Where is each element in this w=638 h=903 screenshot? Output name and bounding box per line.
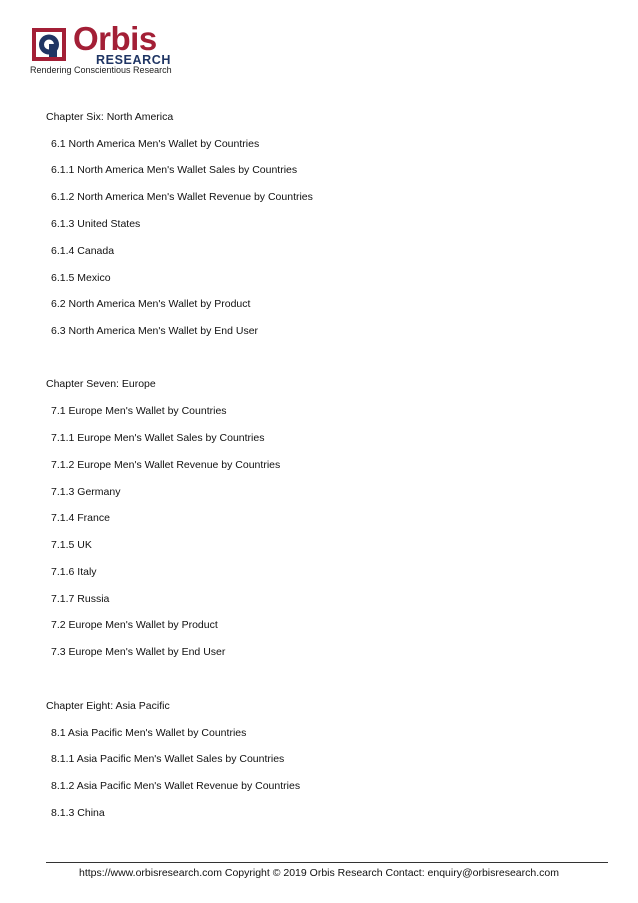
chapter-heading: Chapter Seven: Europe bbox=[46, 378, 156, 390]
toc-entry: 8.1.3 China bbox=[51, 807, 105, 819]
toc-entry: 6.2 North America Men's Wallet by Product bbox=[51, 298, 251, 310]
toc-entry: 7.1.4 France bbox=[51, 512, 110, 524]
chapter-heading: Chapter Eight: Asia Pacific bbox=[46, 700, 170, 712]
toc-entry: 6.3 North America Men's Wallet by End User bbox=[51, 325, 259, 337]
toc-entry: 7.1.5 UK bbox=[51, 539, 92, 551]
orbis-research-logo bbox=[30, 20, 180, 80]
footer-divider bbox=[46, 862, 608, 863]
logo-wordmark: Orbis bbox=[73, 20, 157, 57]
footer-copyright: https://www.orbisresearch.com Copyright © 2019 Orbis Research Contact: enquiry@orbisresearch.com bbox=[78, 867, 559, 879]
toc-entry: 6.1.1 North America Men's Wallet Sales by Countries bbox=[51, 164, 298, 176]
toc-entry: 7.1.2 Europe Men's Wallet Revenue by Countries bbox=[51, 459, 281, 471]
toc-entry: 6.1.4 Canada bbox=[51, 245, 115, 257]
toc-entry: 6.1.5 Mexico bbox=[51, 272, 111, 284]
toc-entry: 8.1.1 Asia Pacific Men's Wallet Sales by Countries bbox=[51, 753, 285, 765]
logo-subtitle: RESEARCH bbox=[96, 53, 171, 67]
toc-entry: 6.1.3 United States bbox=[51, 218, 141, 230]
toc-entry: 7.2 Europe Men's Wallet by Product bbox=[51, 619, 218, 631]
toc-entry: 7.1.6 Italy bbox=[51, 566, 97, 578]
orbis-emblem-icon bbox=[30, 25, 70, 63]
toc-entry: 8.1 Asia Pacific Men's Wallet by Countries bbox=[51, 727, 247, 739]
toc-entry: 7.1.3 Germany bbox=[51, 486, 121, 498]
toc-entry: 7.3 Europe Men's Wallet by End User bbox=[51, 646, 226, 658]
toc-entry: 8.1.2 Asia Pacific Men's Wallet Revenue by Countries bbox=[51, 780, 301, 792]
logo-tagline: Rendering Conscientious Research bbox=[30, 65, 172, 75]
toc-entry: 6.1.2 North America Men's Wallet Revenue by Countries bbox=[51, 191, 313, 203]
chapter-heading: Chapter Six: North America bbox=[46, 111, 174, 123]
toc-entry: 7.1 Europe Men's Wallet by Countries bbox=[51, 405, 227, 417]
toc-entry: 7.1.1 Europe Men's Wallet Sales by Countries bbox=[51, 432, 265, 444]
toc-entry: 7.1.7 Russia bbox=[51, 593, 110, 605]
toc-entry: 6.1 North America Men's Wallet by Countries bbox=[51, 138, 260, 150]
